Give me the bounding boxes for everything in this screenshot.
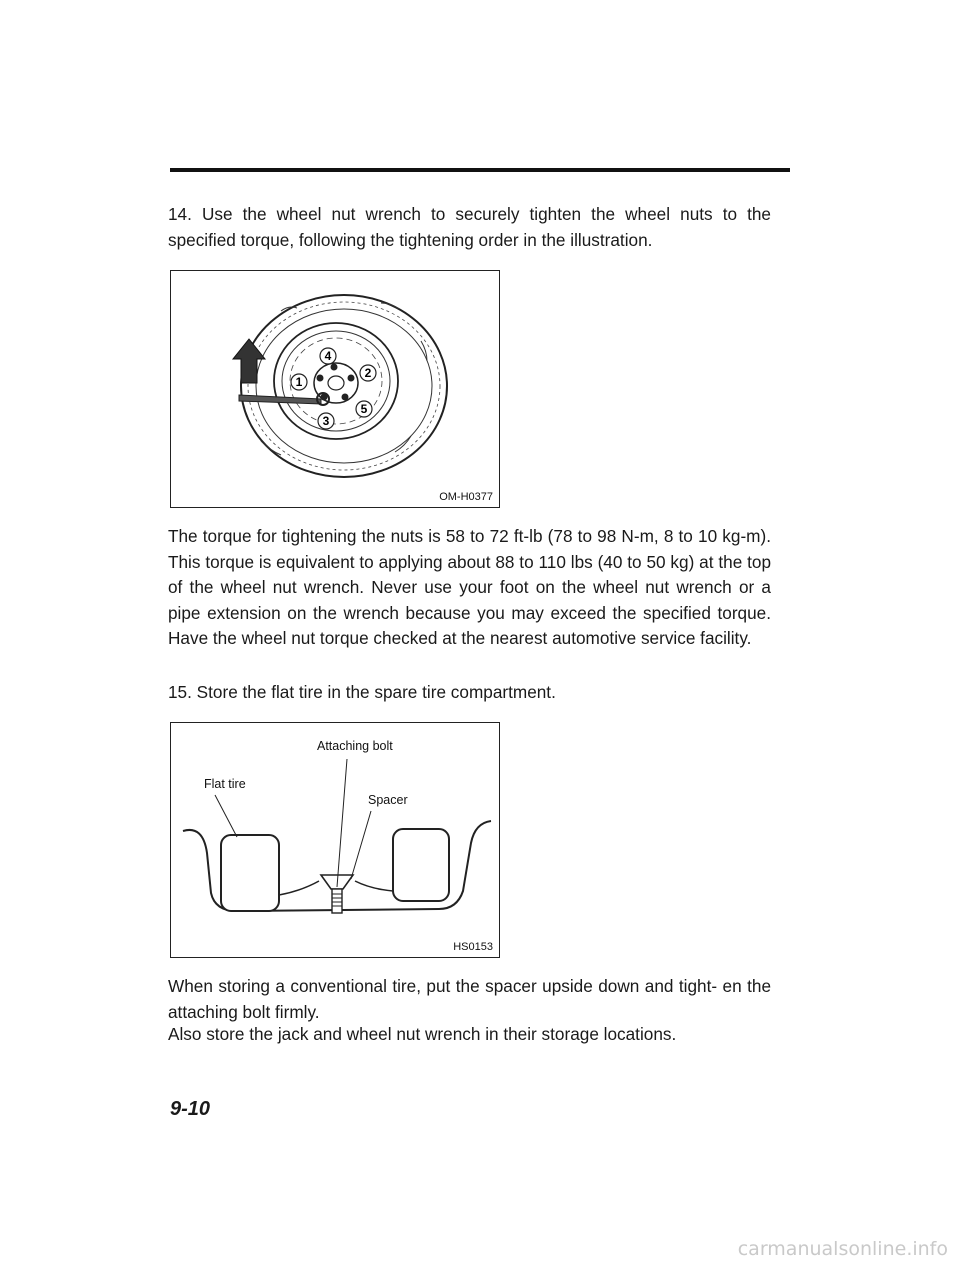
step-15-text: 15. Store the flat tire in the spare tire compartment.	[168, 682, 556, 702]
order-label-4: 4	[324, 349, 332, 363]
wheel-tightening-order-illustration-icon	[171, 271, 499, 507]
storage-paragraph-2: Also store the jack and wheel nut wrench in their storage locations.	[168, 1024, 677, 1044]
flat-tire-label: Flat tire	[204, 777, 246, 791]
storage-paragraph-1: When storing a conventional tire, put the spacer upside down and tight- en the attaching bolt firmly.	[168, 976, 771, 1022]
wheel-nut-tightening-figure	[170, 270, 500, 508]
header-rule	[170, 168, 790, 172]
order-label-2: 2	[364, 366, 372, 380]
spare-tire-storage-illustration-icon	[171, 723, 499, 957]
order-label-1: 1	[295, 375, 303, 389]
spare-tire-storage-figure	[170, 722, 500, 958]
order-label-5: 5	[360, 402, 368, 416]
spacer-label: Spacer	[368, 793, 408, 807]
step-14-text: 14. Use the wheel nut wrench to securely tighten the wheel nuts to the specified torque, following the tightening order in the illustration.	[168, 204, 771, 250]
figure-code: OM-H0377	[439, 491, 493, 503]
page-number: 9-10	[170, 1098, 211, 1120]
figure-code: HS0153	[453, 941, 493, 953]
order-label-3: 3	[322, 414, 330, 428]
attaching-bolt-label: Attaching bolt	[317, 739, 393, 753]
watermark: carmanualsonline.info	[737, 1238, 948, 1260]
torque-paragraph: The torque for tightening the nuts is 58 to 72 ft-lb (78 to 98 N-m, 8 to 10 kg-m). This torque is equivalent to applying about 88 to 110 lbs (40 to 50 kg) at the top of the wheel nut wrench. Never use your foot on the wheel nut wrench or a pipe extension on the wrench because you may exceed the specified torque. Have the wheel nut torque checked at the nearest automotive service facility.	[168, 526, 771, 648]
